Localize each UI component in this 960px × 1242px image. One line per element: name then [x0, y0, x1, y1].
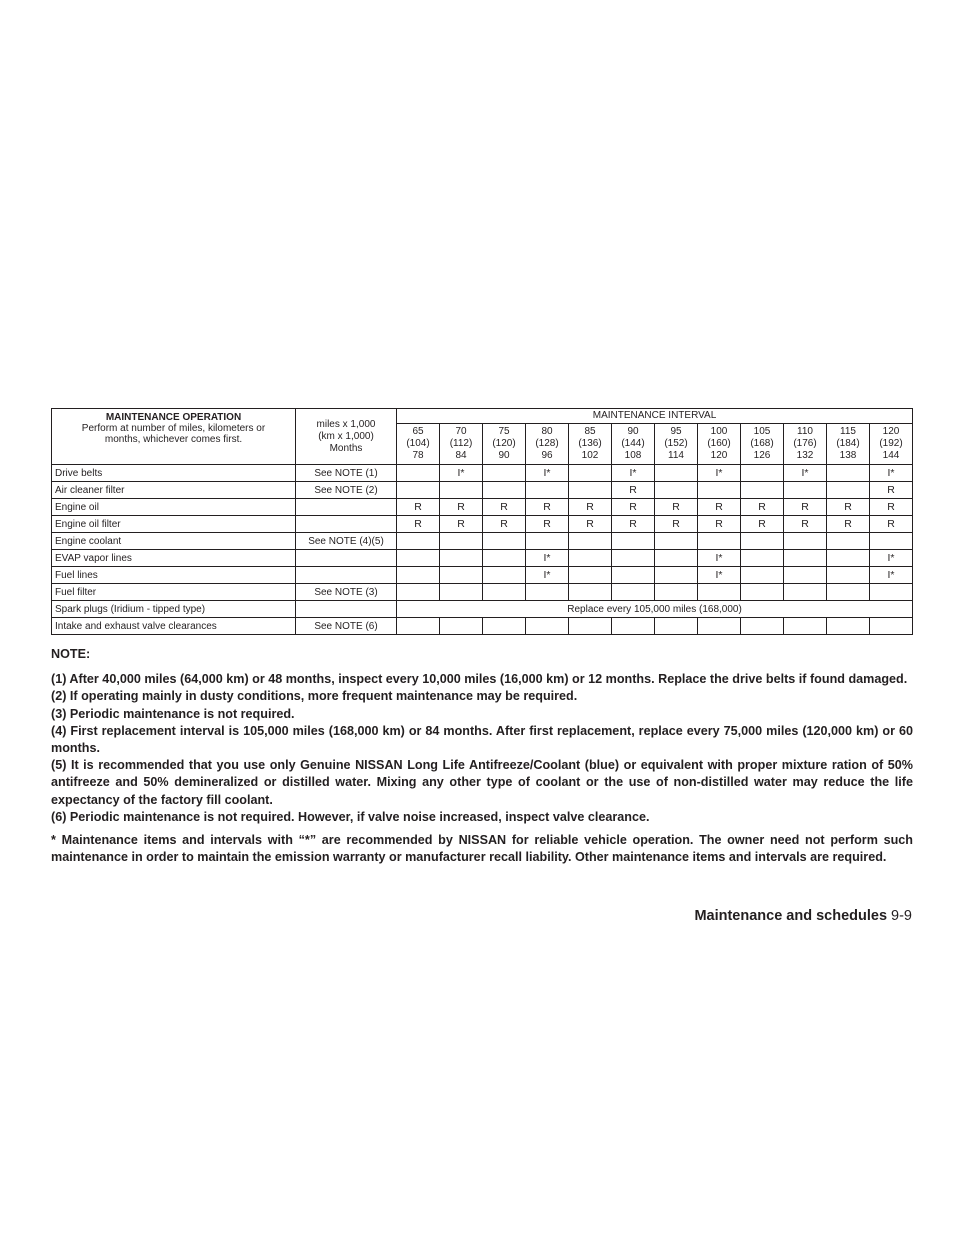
interval-km: (184) [836, 438, 860, 449]
interval-value: R [784, 499, 827, 516]
interval-value [784, 550, 827, 567]
interval-value [870, 533, 913, 550]
interval-value: R [784, 516, 827, 533]
interval-value [784, 618, 827, 635]
item-note-ref: See NOTE (2) [296, 482, 397, 499]
interval-value [440, 618, 483, 635]
interval-value: R [569, 499, 612, 516]
interval-value: I* [784, 465, 827, 482]
interval-value [440, 567, 483, 584]
interval-months: 114 [668, 450, 684, 461]
interval-value: I* [526, 567, 569, 584]
interval-value [569, 465, 612, 482]
note-4: (4) First replacement interval is 105,000 miles (168,000 km) or 84 months. After first replacement, replace every 75,000 miles (120,000 km) or 60 months. [51, 723, 913, 756]
interval-miles: 90 [627, 426, 639, 437]
interval-value [741, 567, 784, 584]
table-row [52, 618, 913, 635]
interval-value [827, 533, 870, 550]
interval-miles: 110 [797, 426, 813, 437]
interval-header-cell [397, 424, 440, 465]
interval-miles: 85 [584, 426, 596, 437]
interval-header-cell [741, 424, 784, 465]
interval-km: (128) [535, 438, 559, 449]
interval-value [655, 567, 698, 584]
interval-value: R [655, 516, 698, 533]
interval-value [784, 584, 827, 601]
interval-span-note: Replace every 105,000 miles (168,000) [397, 601, 913, 618]
interval-km: (160) [707, 438, 731, 449]
interval-value [827, 618, 870, 635]
interval-km: (112) [449, 438, 473, 449]
interval-value: R [827, 499, 870, 516]
maintenance-item: Drive belts [52, 465, 296, 482]
interval-months: 138 [839, 450, 857, 461]
interval-value [612, 618, 655, 635]
interval-value: R [526, 499, 569, 516]
interval-value [827, 482, 870, 499]
interval-value [741, 465, 784, 482]
interval-value: I* [698, 550, 741, 567]
item-note-ref [296, 516, 397, 533]
interval-value [698, 533, 741, 550]
maintenance-item: Engine oil filter [52, 516, 296, 533]
interval-km: (136) [578, 438, 602, 449]
notes-section [51, 646, 913, 866]
interval-value [569, 482, 612, 499]
interval-value [612, 550, 655, 567]
interval-value [569, 550, 612, 567]
table-header-row [52, 409, 913, 424]
interval-header-cell [483, 424, 526, 465]
interval-miles: 115 [840, 426, 856, 437]
interval-value [483, 465, 526, 482]
interval-value [741, 584, 784, 601]
interval-value [655, 618, 698, 635]
note-3: (3) Periodic maintenance is not required. [51, 706, 295, 721]
table-row [52, 601, 913, 618]
table-row [52, 465, 913, 482]
maintenance-item: EVAP vapor lines [52, 550, 296, 567]
interval-value [698, 618, 741, 635]
item-note-ref: See NOTE (6) [296, 618, 397, 635]
interval-value [397, 465, 440, 482]
table-row [52, 584, 913, 601]
interval-value [784, 482, 827, 499]
interval-value [784, 533, 827, 550]
interval-value [827, 550, 870, 567]
interval-value: R [698, 499, 741, 516]
interval-value [827, 584, 870, 601]
interval-value: R [870, 499, 913, 516]
interval-value [784, 567, 827, 584]
page-footer [694, 908, 912, 924]
interval-value: R [698, 516, 741, 533]
interval-value [655, 584, 698, 601]
interval-header-cell [612, 424, 655, 465]
interval-value [440, 550, 483, 567]
interval-value: R [741, 499, 784, 516]
interval-value [526, 584, 569, 601]
interval-km: (168) [750, 438, 774, 449]
interval-months: 90 [498, 450, 510, 461]
interval-value [612, 584, 655, 601]
maintenance-item: Fuel lines [52, 567, 296, 584]
interval-value [526, 618, 569, 635]
maintenance-item: Engine oil [52, 499, 296, 516]
interval-months: 132 [796, 450, 814, 461]
interval-value: I* [526, 465, 569, 482]
operation-subtitle: Perform at number of miles, kilometers or months, whichever comes first. [81, 423, 266, 445]
interval-miles: 80 [541, 426, 553, 437]
interval-value [827, 465, 870, 482]
interval-value [526, 482, 569, 499]
interval-value: R [397, 499, 440, 516]
interval-km: (176) [793, 438, 817, 449]
interval-value [440, 584, 483, 601]
interval-header-cell [569, 424, 612, 465]
asterisk-footnote: * Maintenance items and intervals with “*” are recommended by NISSAN for reliable vehicle operation. The owner need not perform such maintenance in order to maintain the emission warranty or manufacturer recall liability. Other maintenance items and intervals are required. [51, 833, 913, 865]
interval-value: I* [870, 550, 913, 567]
interval-km: (152) [664, 438, 688, 449]
interval-value [741, 482, 784, 499]
interval-months: 84 [455, 450, 467, 461]
interval-km: (144) [621, 438, 645, 449]
interval-value [612, 533, 655, 550]
interval-value [612, 567, 655, 584]
note-6: (6) Periodic maintenance is not required. However, if valve noise increased, inspect valve clearance. [51, 809, 650, 824]
interval-value: R [526, 516, 569, 533]
interval-value: R [870, 516, 913, 533]
table-row [52, 567, 913, 584]
interval-value [483, 482, 526, 499]
interval-miles: 75 [498, 426, 510, 437]
interval-value [483, 533, 526, 550]
interval-value: R [483, 516, 526, 533]
units-miles: miles x 1,000 [316, 418, 376, 430]
maintenance-item: Engine coolant [52, 533, 296, 550]
interval-km: (192) [879, 438, 903, 449]
interval-value: I* [440, 465, 483, 482]
table-row [52, 516, 913, 533]
interval-value: I* [870, 567, 913, 584]
maintenance-schedule-table [51, 408, 913, 635]
interval-value [870, 584, 913, 601]
interval-miles: 95 [670, 426, 682, 437]
item-note-ref [296, 499, 397, 516]
page-number: 9-9 [891, 908, 912, 924]
interval-header-cell [655, 424, 698, 465]
interval-value: R [870, 482, 913, 499]
interval-value [698, 482, 741, 499]
interval-km: (104) [406, 438, 430, 449]
table-row [52, 482, 913, 499]
interval-value: R [612, 516, 655, 533]
interval-value [569, 618, 612, 635]
interval-header-cell [698, 424, 741, 465]
interval-value [655, 533, 698, 550]
maintenance-item: Spark plugs (Iridium - tipped type) [52, 601, 296, 618]
interval-value: I* [870, 465, 913, 482]
interval-header-cell [827, 424, 870, 465]
interval-value: R [612, 499, 655, 516]
note-5: (5) It is recommended that you use only Genuine NISSAN Long Life Antifreeze/Coolant (blue) or equivalent with proper mixture ration of 50% antifreeze and 50% demineralized or distilled water. Mixing any other type of coolant or the use of non-distilled water may reduce the life expectancy of the factory fill coolant. [51, 758, 913, 807]
interval-title: MAINTENANCE INTERVAL [397, 409, 913, 424]
item-note-ref [296, 550, 397, 567]
interval-value: R [741, 516, 784, 533]
interval-value: I* [526, 550, 569, 567]
interval-value: R [827, 516, 870, 533]
interval-value [741, 618, 784, 635]
interval-value: R [440, 516, 483, 533]
table-row [52, 550, 913, 567]
interval-value: I* [612, 465, 655, 482]
interval-value: R [483, 499, 526, 516]
interval-value [655, 482, 698, 499]
interval-value [655, 465, 698, 482]
interval-value [397, 533, 440, 550]
interval-header-cell [440, 424, 483, 465]
interval-value: R [397, 516, 440, 533]
interval-value [569, 584, 612, 601]
footer-section-title: Maintenance and schedules [694, 908, 888, 924]
operation-title: MAINTENANCE OPERATION [105, 412, 242, 423]
interval-miles: 105 [753, 426, 771, 437]
interval-value [440, 482, 483, 499]
table-row [52, 499, 913, 516]
units-header [296, 409, 397, 465]
interval-km: (120) [492, 438, 516, 449]
interval-value: I* [698, 465, 741, 482]
interval-months: 108 [624, 450, 642, 461]
interval-value [655, 550, 698, 567]
interval-value [397, 618, 440, 635]
interval-months: 78 [412, 450, 424, 461]
interval-value [483, 567, 526, 584]
interval-value: R [440, 499, 483, 516]
interval-value [698, 584, 741, 601]
interval-value [741, 533, 784, 550]
units-km: (km x 1,000) [318, 430, 374, 442]
item-note-ref: See NOTE (1) [296, 465, 397, 482]
interval-months: 96 [541, 450, 553, 461]
interval-value [397, 550, 440, 567]
note-1: (1) After 40,000 miles (64,000 km) or 48 months, inspect every 10,000 miles (16,000 km) or 12 months. Replace the drive belts if found damaged. [51, 672, 908, 687]
interval-header-cell [526, 424, 569, 465]
interval-value [440, 533, 483, 550]
interval-months: 120 [710, 450, 728, 461]
maintenance-item: Intake and exhaust valve clearances [52, 618, 296, 635]
interval-value [827, 567, 870, 584]
interval-value [569, 567, 612, 584]
interval-value [397, 584, 440, 601]
interval-miles: 70 [455, 426, 467, 437]
interval-miles: 120 [882, 426, 900, 437]
interval-months: 144 [882, 450, 900, 461]
maintenance-item: Air cleaner filter [52, 482, 296, 499]
notes-heading: NOTE: [51, 647, 91, 661]
interval-header-cell [870, 424, 913, 465]
interval-value [483, 584, 526, 601]
item-note-ref [296, 567, 397, 584]
item-note-ref [296, 601, 397, 618]
interval-value [483, 618, 526, 635]
interval-value [483, 550, 526, 567]
operation-header [52, 409, 296, 465]
item-note-ref: See NOTE (4)(5) [296, 533, 397, 550]
interval-miles: 100 [710, 426, 728, 437]
note-2: (2) If operating mainly in dusty conditions, more frequent maintenance may be required. [51, 689, 578, 704]
interval-miles: 65 [412, 426, 424, 437]
interval-value: I* [698, 567, 741, 584]
interval-value [526, 533, 569, 550]
interval-months: 102 [581, 450, 599, 461]
interval-value: R [655, 499, 698, 516]
interval-value [397, 482, 440, 499]
interval-value: R [612, 482, 655, 499]
interval-value [397, 567, 440, 584]
interval-value [741, 550, 784, 567]
interval-value: R [569, 516, 612, 533]
item-note-ref: See NOTE (3) [296, 584, 397, 601]
units-months: Months [329, 442, 363, 454]
interval-months: 126 [753, 450, 771, 461]
interval-value [569, 533, 612, 550]
maintenance-item: Fuel filter [52, 584, 296, 601]
interval-header-cell [784, 424, 827, 465]
interval-value [870, 618, 913, 635]
table-row [52, 533, 913, 550]
